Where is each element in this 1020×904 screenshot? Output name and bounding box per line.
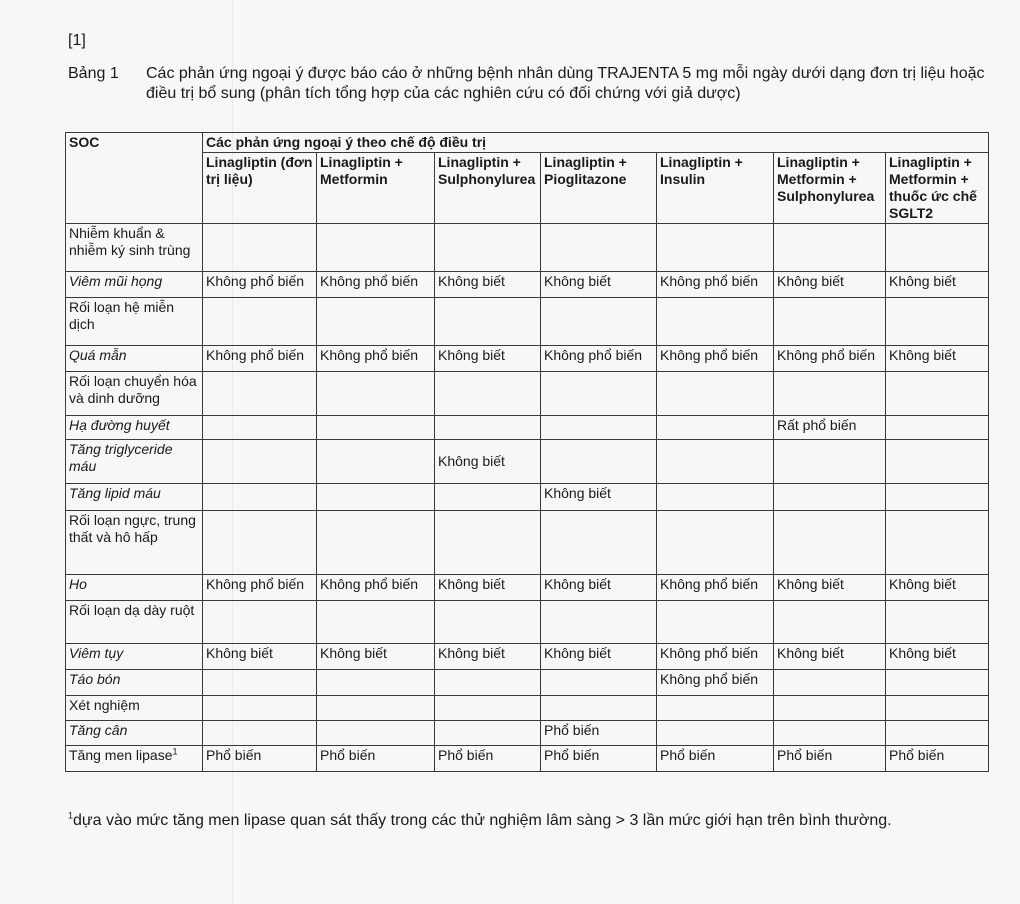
frequency-cell xyxy=(541,601,657,644)
frequency-cell: Phổ biến xyxy=(541,721,657,746)
frequency-cell: Không biết xyxy=(774,272,886,298)
frequency-cell: Không biết xyxy=(435,644,541,670)
table-caption-label: Bảng 1 xyxy=(68,65,119,82)
table-row xyxy=(66,721,989,746)
table-caption-text: Các phản ứng ngoại ý được báo cáo ở những bệnh nhân dùng TRAJENTA 5 mg mỗi ngày dưới dạng đơn trị liệu hoặc điều trị bổ sung (phân tích tổng hợp của các nghiên cứu có đối chứng với giả dược) xyxy=(146,65,985,102)
frequency-cell xyxy=(774,721,886,746)
frequency-cell xyxy=(657,484,774,511)
frequency-cell: Không phổ biến xyxy=(657,272,774,298)
frequency-cell xyxy=(541,416,657,440)
frequency-cell: Không biết xyxy=(774,575,886,601)
soc-label: Táo bón xyxy=(69,671,121,687)
frequency-cell: Không phổ biến xyxy=(317,575,435,601)
frequency-cell xyxy=(203,372,317,416)
frequency-cell xyxy=(886,416,989,440)
soc-cell xyxy=(66,416,203,440)
frequency-cell xyxy=(317,372,435,416)
frequency-cell: Phổ biến xyxy=(435,746,541,772)
column-header: Linagliptin + Metformin + thuốc ức chế SGLT2 xyxy=(886,153,989,224)
table-row xyxy=(66,372,989,416)
table-row xyxy=(66,346,989,372)
soc-cell xyxy=(66,224,203,272)
column-header: Linagliptin + Sulphonylurea xyxy=(435,153,541,224)
frequency-cell xyxy=(203,484,317,511)
frequency-cell xyxy=(317,224,435,272)
table-header-row-2 xyxy=(66,153,989,224)
soc-label: Viêm mũi họng xyxy=(69,273,163,289)
soc-label: Viêm tụy xyxy=(69,645,124,661)
frequency-cell xyxy=(886,298,989,346)
frequency-cell: Phổ biến xyxy=(317,746,435,772)
soc-label: Rối loạn ngực, trung thất và hô hấp xyxy=(69,512,196,545)
frequency-cell: Không biết xyxy=(203,644,317,670)
table-row xyxy=(66,484,989,511)
footnote xyxy=(68,812,892,830)
frequency-cell xyxy=(774,298,886,346)
column-header: Linagliptin + Metformin xyxy=(317,153,435,224)
frequency-cell xyxy=(886,372,989,416)
frequency-cell xyxy=(435,511,541,575)
frequency-cell: Phổ biến xyxy=(541,746,657,772)
frequency-cell: Không biết xyxy=(886,346,989,372)
frequency-cell: Không biết xyxy=(435,272,541,298)
frequency-cell xyxy=(203,511,317,575)
soc-cell xyxy=(66,644,203,670)
frequency-cell xyxy=(886,511,989,575)
table-row xyxy=(66,575,989,601)
frequency-cell: Phổ biến xyxy=(774,746,886,772)
frequency-cell xyxy=(435,416,541,440)
frequency-cell: Không phổ biến xyxy=(657,575,774,601)
frequency-cell xyxy=(774,511,886,575)
frequency-cell xyxy=(317,696,435,721)
soc-cell xyxy=(66,440,203,484)
frequency-cell: Không phổ biến xyxy=(774,346,886,372)
footnote-ref: 1 xyxy=(172,746,178,757)
soc-cell xyxy=(66,575,203,601)
frequency-cell: Không phổ biến xyxy=(657,644,774,670)
soc-label: Xét nghiệm xyxy=(69,697,140,713)
frequency-cell xyxy=(203,670,317,696)
frequency-cell: Không biết xyxy=(774,644,886,670)
frequency-cell xyxy=(657,224,774,272)
frequency-cell xyxy=(541,511,657,575)
frequency-cell xyxy=(886,601,989,644)
frequency-cell xyxy=(886,440,989,484)
soc-label: Quá mẫn xyxy=(69,347,127,363)
adverse-reactions-table xyxy=(65,132,989,772)
frequency-cell xyxy=(886,670,989,696)
frequency-cell xyxy=(774,670,886,696)
soc-cell xyxy=(66,511,203,575)
soc-cell xyxy=(66,746,203,772)
table-row xyxy=(66,746,989,772)
frequency-cell: Không biết xyxy=(886,644,989,670)
frequency-cell xyxy=(774,372,886,416)
soc-cell xyxy=(66,298,203,346)
table-row xyxy=(66,696,989,721)
frequency-cell xyxy=(317,601,435,644)
table-row xyxy=(66,440,989,484)
table-header-row-1 xyxy=(66,133,989,153)
table-row xyxy=(66,416,989,440)
frequency-cell xyxy=(435,670,541,696)
frequency-cell xyxy=(886,484,989,511)
frequency-cell xyxy=(203,440,317,484)
soc-label: Tăng triglyceride máu xyxy=(69,441,173,474)
frequency-cell xyxy=(317,511,435,575)
frequency-cell xyxy=(657,298,774,346)
soc-cell xyxy=(66,670,203,696)
frequency-cell xyxy=(203,298,317,346)
frequency-cell: Không phổ biến xyxy=(657,346,774,372)
table-row xyxy=(66,601,989,644)
frequency-cell: Không biết xyxy=(435,346,541,372)
frequency-cell xyxy=(657,372,774,416)
frequency-cell: Không biết xyxy=(886,575,989,601)
frequency-cell xyxy=(435,696,541,721)
frequency-cell: Không phổ biến xyxy=(317,272,435,298)
column-header: Linagliptin + Pioglitazone xyxy=(541,153,657,224)
frequency-cell: Không phổ biến xyxy=(203,272,317,298)
column-header: Linagliptin (đơn trị liệu) xyxy=(203,153,317,224)
soc-cell xyxy=(66,721,203,746)
frequency-cell xyxy=(657,416,774,440)
frequency-cell: Không biết xyxy=(541,484,657,511)
table-row xyxy=(66,644,989,670)
column-header: Linagliptin + Metformin + Sulphonylurea xyxy=(774,153,886,224)
frequency-cell: Không biết xyxy=(541,575,657,601)
soc-label: Rối loạn dạ dày ruột xyxy=(69,602,195,618)
frequency-cell: Phổ biến xyxy=(203,746,317,772)
soc-header: SOC xyxy=(66,133,203,224)
frequency-cell xyxy=(541,696,657,721)
soc-cell xyxy=(66,696,203,721)
frequency-cell xyxy=(774,601,886,644)
frequency-cell xyxy=(435,601,541,644)
frequency-cell xyxy=(435,484,541,511)
frequency-cell: Rất phổ biến xyxy=(774,416,886,440)
frequency-cell xyxy=(541,372,657,416)
frequency-cell xyxy=(886,721,989,746)
frequency-cell xyxy=(203,696,317,721)
frequency-cell: Không phổ biến xyxy=(541,346,657,372)
frequency-cell xyxy=(317,440,435,484)
frequency-cell xyxy=(541,670,657,696)
soc-cell xyxy=(66,484,203,511)
frequency-cell xyxy=(774,484,886,511)
soc-label: Nhiễm khuẩn & nhiễm ký sinh trùng xyxy=(69,225,191,258)
table-row xyxy=(66,224,989,272)
reference-marker: [1] xyxy=(68,32,86,49)
soc-label: Hạ đường huyết xyxy=(69,417,170,433)
table-body xyxy=(66,224,989,772)
soc-label: Tăng men lipase xyxy=(69,747,173,763)
soc-label: Rối loạn chuyển hóa và dinh dưỡng xyxy=(69,373,197,406)
frequency-cell xyxy=(657,440,774,484)
frequency-cell: Không biết xyxy=(435,575,541,601)
frequency-cell xyxy=(541,298,657,346)
frequency-cell xyxy=(435,721,541,746)
frequency-cell xyxy=(774,440,886,484)
soc-cell xyxy=(66,601,203,644)
frequency-cell xyxy=(657,721,774,746)
soc-cell xyxy=(66,372,203,416)
footnote-text: dựa vào mức tăng men lipase quan sát thấy trong các thử nghiệm lâm sàng > 3 lần mức giới hạn trên bình thường. xyxy=(73,812,892,829)
frequency-cell xyxy=(203,224,317,272)
soc-cell xyxy=(66,272,203,298)
frequency-cell xyxy=(435,298,541,346)
group-header: Các phản ứng ngoại ý theo chế độ điều trị xyxy=(203,133,989,153)
frequency-cell: Không phổ biến xyxy=(203,575,317,601)
frequency-cell xyxy=(203,416,317,440)
frequency-cell: Không biết xyxy=(886,272,989,298)
frequency-cell xyxy=(541,224,657,272)
frequency-cell xyxy=(657,511,774,575)
soc-label: Tăng cân xyxy=(69,722,128,738)
soc-label: Ho xyxy=(69,576,87,592)
frequency-cell xyxy=(317,298,435,346)
frequency-cell xyxy=(317,484,435,511)
soc-label: Rối loạn hệ miễn dịch xyxy=(69,299,175,332)
soc-label: Tăng lipid máu xyxy=(69,485,161,501)
column-header: Linagliptin + Insulin xyxy=(657,153,774,224)
table-caption xyxy=(68,64,998,104)
footnote-mark: 1 xyxy=(68,810,74,821)
frequency-cell xyxy=(886,224,989,272)
frequency-cell xyxy=(203,721,317,746)
frequency-cell: Không biết xyxy=(317,644,435,670)
frequency-cell xyxy=(657,696,774,721)
frequency-cell xyxy=(886,696,989,721)
frequency-cell xyxy=(774,696,886,721)
frequency-cell: Không biết xyxy=(435,440,541,484)
frequency-cell xyxy=(317,416,435,440)
frequency-cell: Không phổ biến xyxy=(657,670,774,696)
frequency-cell xyxy=(657,601,774,644)
frequency-cell: Không phổ biến xyxy=(203,346,317,372)
frequency-cell: Không phổ biến xyxy=(317,346,435,372)
table-row xyxy=(66,511,989,575)
frequency-cell: Không biết xyxy=(541,644,657,670)
frequency-cell xyxy=(435,372,541,416)
frequency-cell xyxy=(317,721,435,746)
frequency-cell: Phổ biến xyxy=(657,746,774,772)
frequency-cell xyxy=(774,224,886,272)
frequency-cell xyxy=(317,670,435,696)
frequency-cell xyxy=(435,224,541,272)
frequency-cell: Không biết xyxy=(541,272,657,298)
table-row xyxy=(66,298,989,346)
frequency-cell: Phổ biến xyxy=(886,746,989,772)
soc-cell xyxy=(66,346,203,372)
frequency-cell xyxy=(541,440,657,484)
frequency-cell xyxy=(203,601,317,644)
table-row xyxy=(66,670,989,696)
table-row xyxy=(66,272,989,298)
